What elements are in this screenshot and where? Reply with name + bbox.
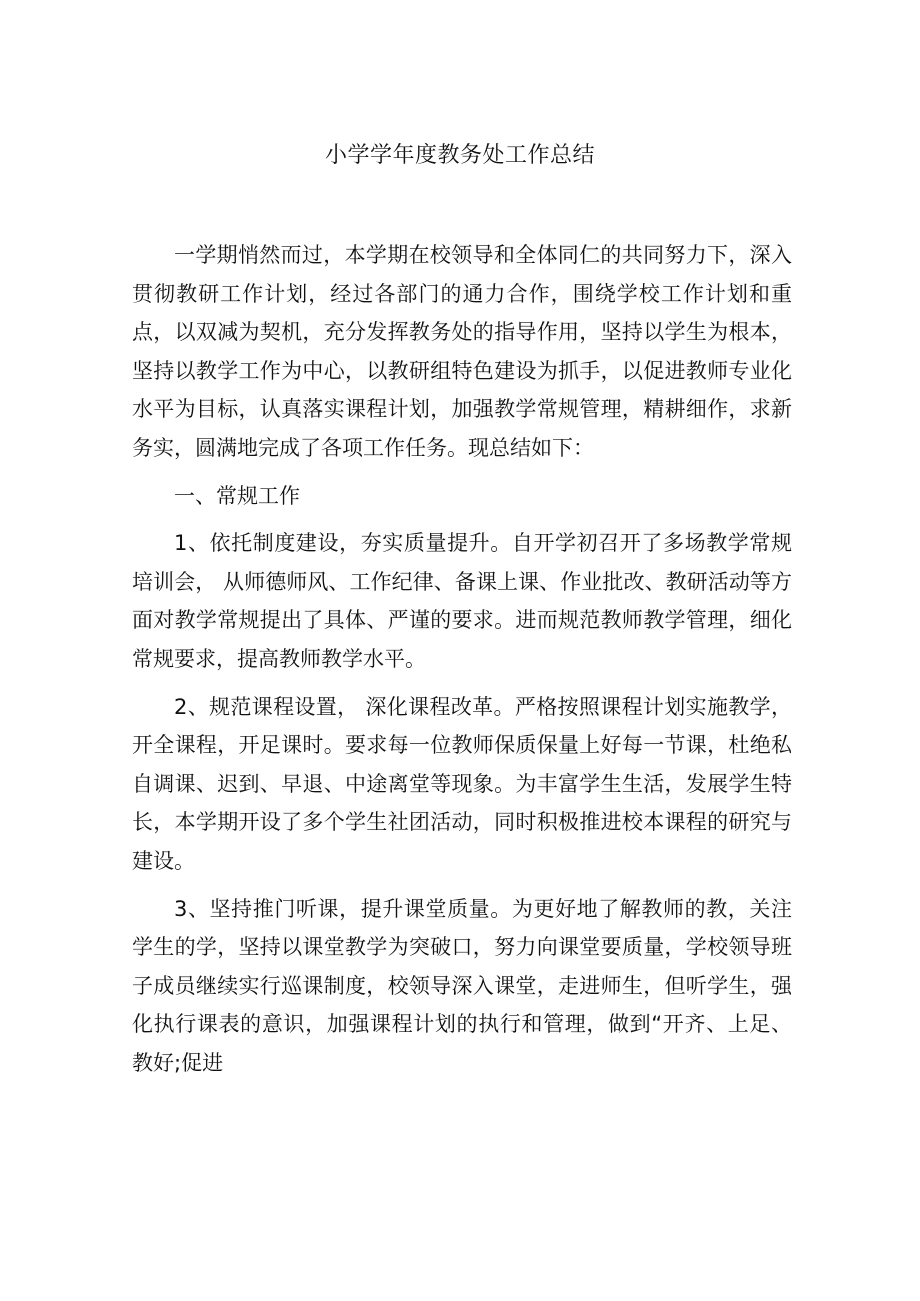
paragraph-item-1: 1、依托制度建设，夯实质量提升。自开学初召开了多场教学常规培训会， 从师德师风、工作纪律、备课上课、作业批改、教研活动等方面对教学常规提出了具体、严谨的要求。进而规范教师教学管理，细化常规要求，提高教师教学水平。 <box>132 531 792 671</box>
section-heading-routine-work: 一、常规工作 <box>174 483 300 508</box>
document-body <box>132 236 792 1091</box>
paragraph-item-3: 3、坚持推门听课，提升课堂质量。为更好地了解教师的教，关注学生的学，坚持以课堂教学为突破口，努力向课堂要质量，学校领导班子成员继续实行巡课制度，校领导深入课堂，走进师生，但听学生，强化执行课表的意识，加强课程计划的执行和管理，做到“开齐、上足、教好;促进 <box>132 896 792 1075</box>
intro-paragraph: 一学期悄然而过，本学期在校领导和全体同仁的共同努力下，深入贯彻教研工作计划，经过各部门的通力合作，围绕学校工作计划和重点，以双减为契机，充分发挥教务处的指导作用，坚持以学生为根本，坚持以教学工作为中心，以教研组特色建设为抓手，以促进教师专业化水平为目标，认真落实课程计划，加强教学常规管理，精耕细作，求新务实，圆满地完成了各项工作任务。现总结如下： <box>132 243 792 460</box>
document-title: 小学学年度教务处工作总结 <box>324 143 595 168</box>
paragraph-item-2: 2、规范课程设置， 深化课程改革。严格按照课程计划实施教学，开全课程，开足课时。要求每一位教师保质保量上好每一节课，杜绝私自调课、迟到、早退、中途离堂等现象。为丰富学生生活，发展学生特长，本学期开设了多个学生社团活动，同时积极推进校本课程的研究与建设。 <box>132 694 792 873</box>
